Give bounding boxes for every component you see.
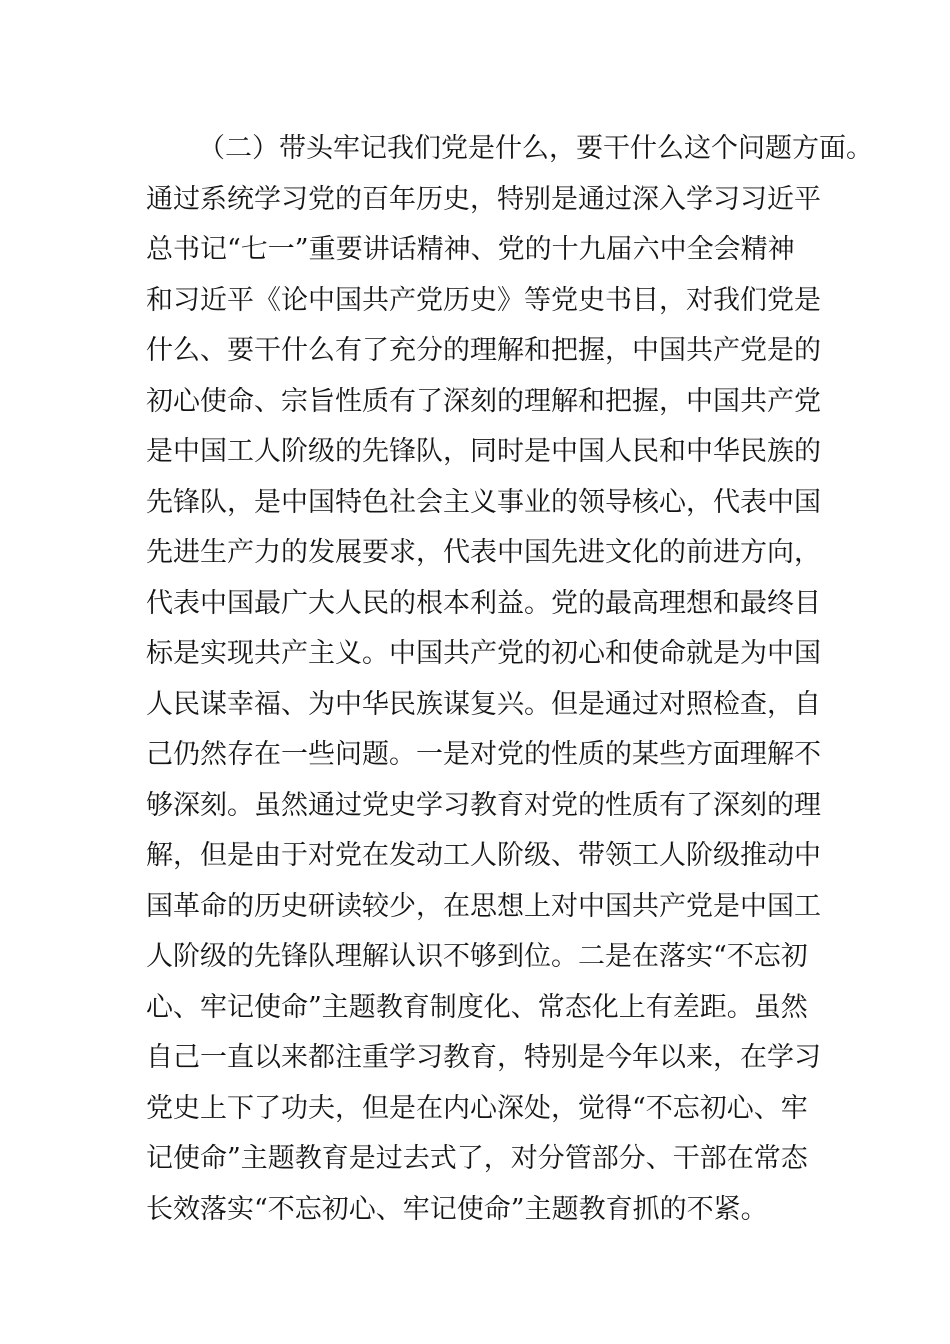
text-line: 党史上下了功夫，但是在内心深处，觉得“不忘初心、牢 [146,1092,808,1124]
paragraph-heading-line: （二）带头牢记我们党是什么，要干什么这个问题方面。 [198,133,873,164]
text-line: 人阶级的先锋队理解认识不够到位。二是在落实“不忘初 [146,941,808,972]
text-line: 国革命的历史研读较少，在思想上对中国共产党是中国工 [146,890,821,922]
text-line: 解，但是由于对党在发动工人阶级、带领工人阶级推动中 [146,840,821,871]
text-line: 记使命”主题教育是过去式了，对分管部分、干部在常态 [146,1143,808,1174]
body-paragraph [146,124,873,1235]
text-line: 和习近平《论中国共产党历史》等党史书目，对我们党是 [146,284,821,316]
text-line: 初心使命、宗旨性质有了深刻的理解和把握，中国共产党 [146,385,821,417]
text-line: 什么、要干什么有了充分的理解和把握，中国共产党是的 [146,335,821,366]
text-line: 自己一直以来都注重学习教育，特别是今年以来，在学习 [146,1042,821,1073]
text-line: 总书记“七一”重要讲话精神、党的十九届六中全会精神 [146,234,795,265]
text-line: 先锋队，是中国特色社会主义事业的领导核心，代表中国 [146,486,821,518]
text-line: 是中国工人阶级的先锋队，同时是中国人民和中华民族的 [146,436,821,467]
text-line: 己仍然存在一些问题。一是对党的性质的某些方面理解不 [146,739,821,770]
text-line: 长效落实“不忘初心、牢记使命”主题教育抓的不紧。 [146,1193,768,1225]
text-line: 够深刻。虽然通过党史学习教育对党的性质有了深刻的理 [146,789,821,821]
text-line: 人民谋幸福、为中华民族谋复兴。但是通过对照检查，自 [146,688,821,720]
text-line: 心、牢记使命”主题教育制度化、常态化上有差距。虽然 [146,991,808,1023]
text-line: 先进生产力的发展要求，代表中国先进文化的前进方向， [146,537,821,568]
text-line: 标是实现共产主义。中国共产党的初心和使命就是为中国 [146,638,821,669]
text-line: 代表中国最广大人民的根本利益。党的最高理想和最终目 [146,587,821,619]
text-line: 通过系统学习党的百年历史，特别是通过深入学习习近平 [146,183,821,215]
